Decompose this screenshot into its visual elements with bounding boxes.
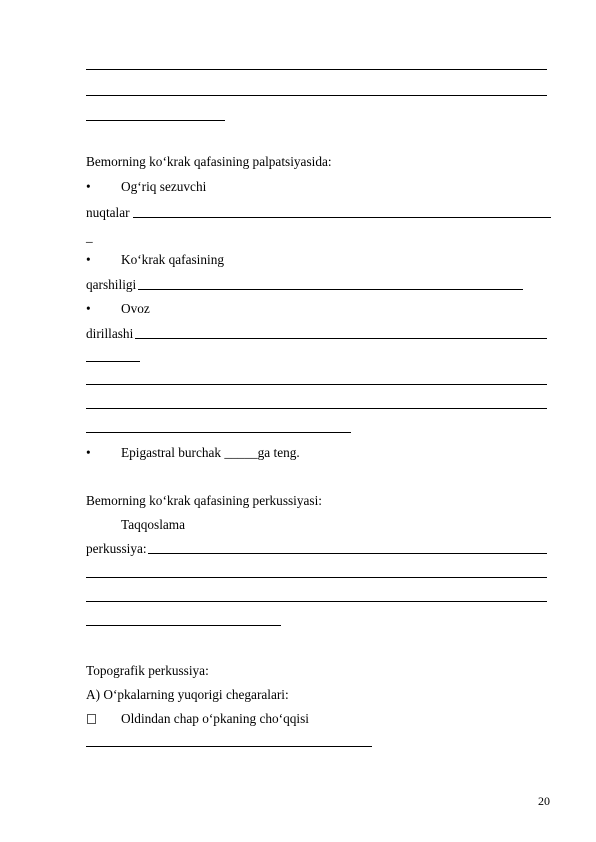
page-number: 20 <box>538 794 550 808</box>
item1-overflow: _ <box>86 229 93 244</box>
answer-line <box>86 361 140 362</box>
taqqoslama-title: Taqqoslama <box>121 517 186 532</box>
topografik-heading: Topografik perkussiya: <box>86 663 209 678</box>
item1-title: Og‘riq sezuvchi <box>121 179 207 194</box>
answer-line <box>86 432 351 433</box>
box-item-text: Oldindan chap o‘pkaning cho‘qqisi <box>121 711 309 726</box>
palpatsiya-heading: Bemorning ko‘krak qafasining palpatsiyasida: <box>86 154 332 169</box>
bullet: • <box>86 252 91 267</box>
answer-line <box>86 577 547 578</box>
item4-text: Epigastral burchak _____ga teng. <box>121 445 300 460</box>
item2-label: qarshiligi <box>86 277 137 292</box>
checkbox-placeholder-icon <box>87 713 96 726</box>
bullet: • <box>86 179 91 194</box>
answer-line <box>86 408 547 409</box>
bullet: • <box>86 445 91 460</box>
item2-title: Ko‘krak qafasining <box>121 252 225 267</box>
answer-line <box>133 217 551 218</box>
item1-label: nuqtalar <box>86 205 130 220</box>
item3-label: dirillashi <box>86 326 134 341</box>
answer-line <box>148 553 547 554</box>
answer-line <box>86 120 225 121</box>
answer-line <box>86 746 372 747</box>
perkussiya-heading: Bemorning ko‘krak qafasining perkussiyasi: <box>86 493 322 508</box>
answer-line <box>86 69 547 70</box>
taqqoslama-label: perkussiya: <box>86 541 147 556</box>
answer-line <box>86 601 547 602</box>
answer-line <box>86 95 547 96</box>
section-a-heading: A) O‘pkalarning yuqorigi chegaralari: <box>86 687 289 702</box>
answer-line <box>138 289 523 290</box>
answer-line <box>86 625 281 626</box>
answer-line <box>135 338 547 339</box>
bullet: • <box>86 301 91 316</box>
item3-title: Ovoz <box>121 301 150 316</box>
answer-line <box>86 384 547 385</box>
